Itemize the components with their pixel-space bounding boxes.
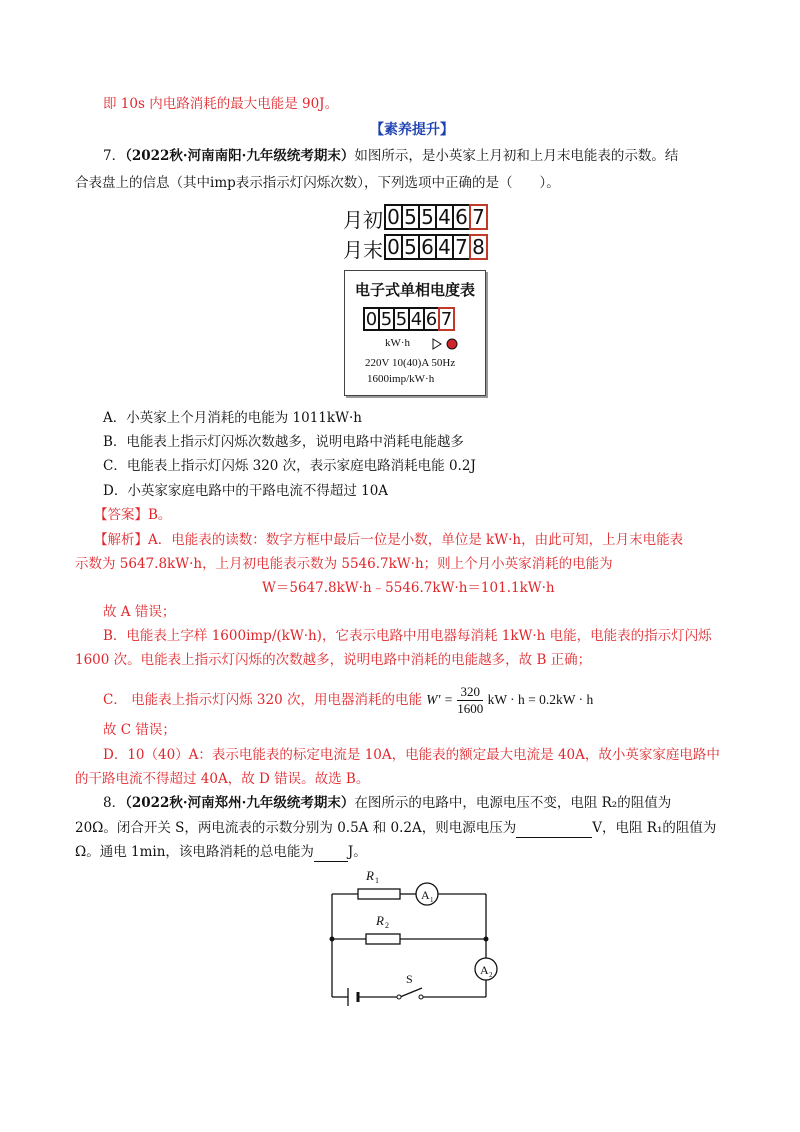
ammeter-a2-sub: 2	[489, 971, 493, 979]
q7-number: 7．	[103, 148, 126, 164]
resistor-r2	[366, 934, 400, 944]
r1-label: R	[366, 868, 374, 883]
end-reading-label: 月末	[343, 238, 383, 262]
q7-line1	[103, 146, 678, 166]
q7-text1: 如图所示，是小英家上月初和上月末电能表的示数。结	[354, 148, 679, 164]
analysis-a2: 示数为 5647.8kW·h，上月初电能表示数为 5546.7kW·h；则上个月小英家消耗的电能为	[75, 556, 613, 572]
end-reading-digit: 5	[401, 234, 420, 260]
q8-text3b: J。	[347, 844, 367, 860]
end-reading-digit: 8	[469, 234, 488, 260]
formula-denominator: 1600	[457, 701, 484, 716]
junction-right	[484, 937, 489, 942]
start-reading-digit: 7	[469, 204, 488, 230]
resistor-r1	[358, 889, 400, 899]
analysis-d2: 的干路电流不得超过 40A，故 D 错误。故选 B。	[75, 771, 370, 787]
q8-number: 8．	[103, 795, 126, 811]
analysis-a3: W＝5647.8kW·h﹣5546.7kW·h＝101.1kW·h	[262, 580, 555, 596]
meter-digit: 5	[378, 307, 395, 331]
r2-sub: 2	[385, 921, 389, 930]
analysis-a1: 【解析】A．电能表的读数：数字方框中最后一位是小数，单位是 kW·h，由此可知，上月末电能表	[94, 532, 684, 548]
switch-contact	[419, 995, 423, 999]
meter-title: 电子式单相电度表	[354, 281, 475, 299]
meter-digit: 6	[423, 307, 440, 331]
analysis-c1-text: C． 电能表上指示灯闪烁 320 次，用电器消耗的电能	[103, 692, 422, 708]
previous-conclusion: 即 10s 内电路消耗的最大电能是 90J。	[103, 96, 339, 112]
end-reading-digit: 7	[452, 234, 471, 260]
analysis-c2: 故 C 错误；	[103, 722, 176, 738]
start-reading-digit: 6	[452, 204, 471, 230]
q8-text3a: Ω。通电 1min，该电路消耗的总电能为	[75, 844, 314, 860]
section-title: 【素养提升】	[370, 122, 454, 138]
q8-line2	[75, 818, 716, 838]
switch-label: S	[406, 972, 413, 986]
start-reading-label: 月初	[343, 208, 383, 232]
meter-spec: 220V 10(40)A 50Hz	[365, 357, 456, 369]
analysis-b1: B．电能表上字样 1600imp/(kW·h)，它表示电路中用电器每消耗 1kW·h 电能，电能表的指示灯闪烁	[103, 628, 712, 644]
electric-meter	[344, 270, 486, 396]
start-reading-digit: 5	[401, 204, 420, 230]
ammeter-a1-label: A	[421, 888, 430, 902]
meter-digit: 0	[363, 307, 380, 331]
formula-lhs: W′ =	[426, 692, 453, 707]
meter-digit: 4	[408, 307, 425, 331]
q8-text2a: 20Ω。闭合开关 S，两电流表的示数分别为 0.5A 和 0.2A，则电源电压为	[75, 820, 517, 836]
switch-pivot	[397, 995, 401, 999]
energy-blank[interactable]	[314, 847, 348, 862]
voltage-blank[interactable]	[516, 823, 592, 838]
meter-digits	[365, 307, 455, 331]
meter-imp: 1600imp/kW·h	[367, 373, 435, 385]
q7-text2: 合表盘上的信息（其中imp表示指示灯闪烁次数），下列选项中正确的是（ ）。	[75, 175, 560, 191]
q8-text1: 在图所示的电路中，电源电压不变，电阻 R₂的阻值为	[354, 795, 672, 811]
circuit-diagram	[320, 862, 500, 1012]
junction-left	[330, 937, 335, 942]
q7-source: （2022秋·河南南阳·九年级统考期末）	[125, 148, 355, 164]
ammeter-a1-sub: 1	[430, 896, 434, 904]
r2-label: R	[376, 913, 384, 928]
option-c: C．电能表上指示灯闪烁 320 次，表示家庭电路消耗电能 0.2J	[103, 458, 476, 474]
option-d: D．小英家家庭电路中的干路电流不得超过 10A	[103, 483, 389, 499]
end-reading-digit: 4	[435, 234, 454, 260]
end-reading-digit: 6	[418, 234, 437, 260]
battery-icon	[348, 988, 358, 1006]
analysis-b2: 1600 次。电能表上指示灯闪烁的次数越多，说明电路中消耗的电能越多，故 B 正确；	[75, 652, 592, 668]
start-reading-digits	[386, 204, 488, 230]
analysis-c1	[103, 684, 593, 717]
q8-text2b: V，电阻 R₁的阻值为	[592, 820, 717, 836]
end-reading-digit: 0	[384, 234, 403, 260]
indicator-light-icon	[431, 337, 461, 351]
start-reading-digit: 0	[384, 204, 403, 230]
ammeter-a2-label: A	[480, 963, 489, 977]
start-reading-digit: 4	[435, 204, 454, 230]
meter-digit: 7	[438, 307, 455, 331]
answer: 【答案】B。	[94, 507, 172, 523]
formula-fraction	[457, 684, 483, 717]
option-a: A．小英家上个月消耗的电能为 1011kW·h	[103, 410, 362, 426]
q8-line1	[103, 793, 671, 813]
meter-unit: kW·h	[385, 337, 411, 349]
r1-sub: 1	[375, 876, 379, 885]
q8-source: （2022秋·河南郑州·九年级统考期末）	[125, 795, 355, 811]
meter-digit: 5	[393, 307, 410, 331]
formula-rhs: kW · h = 0.2kW · h	[487, 692, 594, 707]
q8-line3	[75, 842, 367, 862]
start-reading-digit: 5	[418, 204, 437, 230]
end-reading-digits	[386, 234, 488, 260]
formula-numerator: 320	[457, 684, 483, 701]
analysis-d1: D．10（40）A：表示电能表的标定电流是 10A，电能表的额定最大电流是 40A，故小英家家庭电路中	[103, 747, 720, 763]
analysis-a4: 故 A 错误；	[103, 604, 176, 620]
option-b: B．电能表上指示灯闪烁次数越多，说明电路中消耗电能越多	[103, 434, 464, 450]
